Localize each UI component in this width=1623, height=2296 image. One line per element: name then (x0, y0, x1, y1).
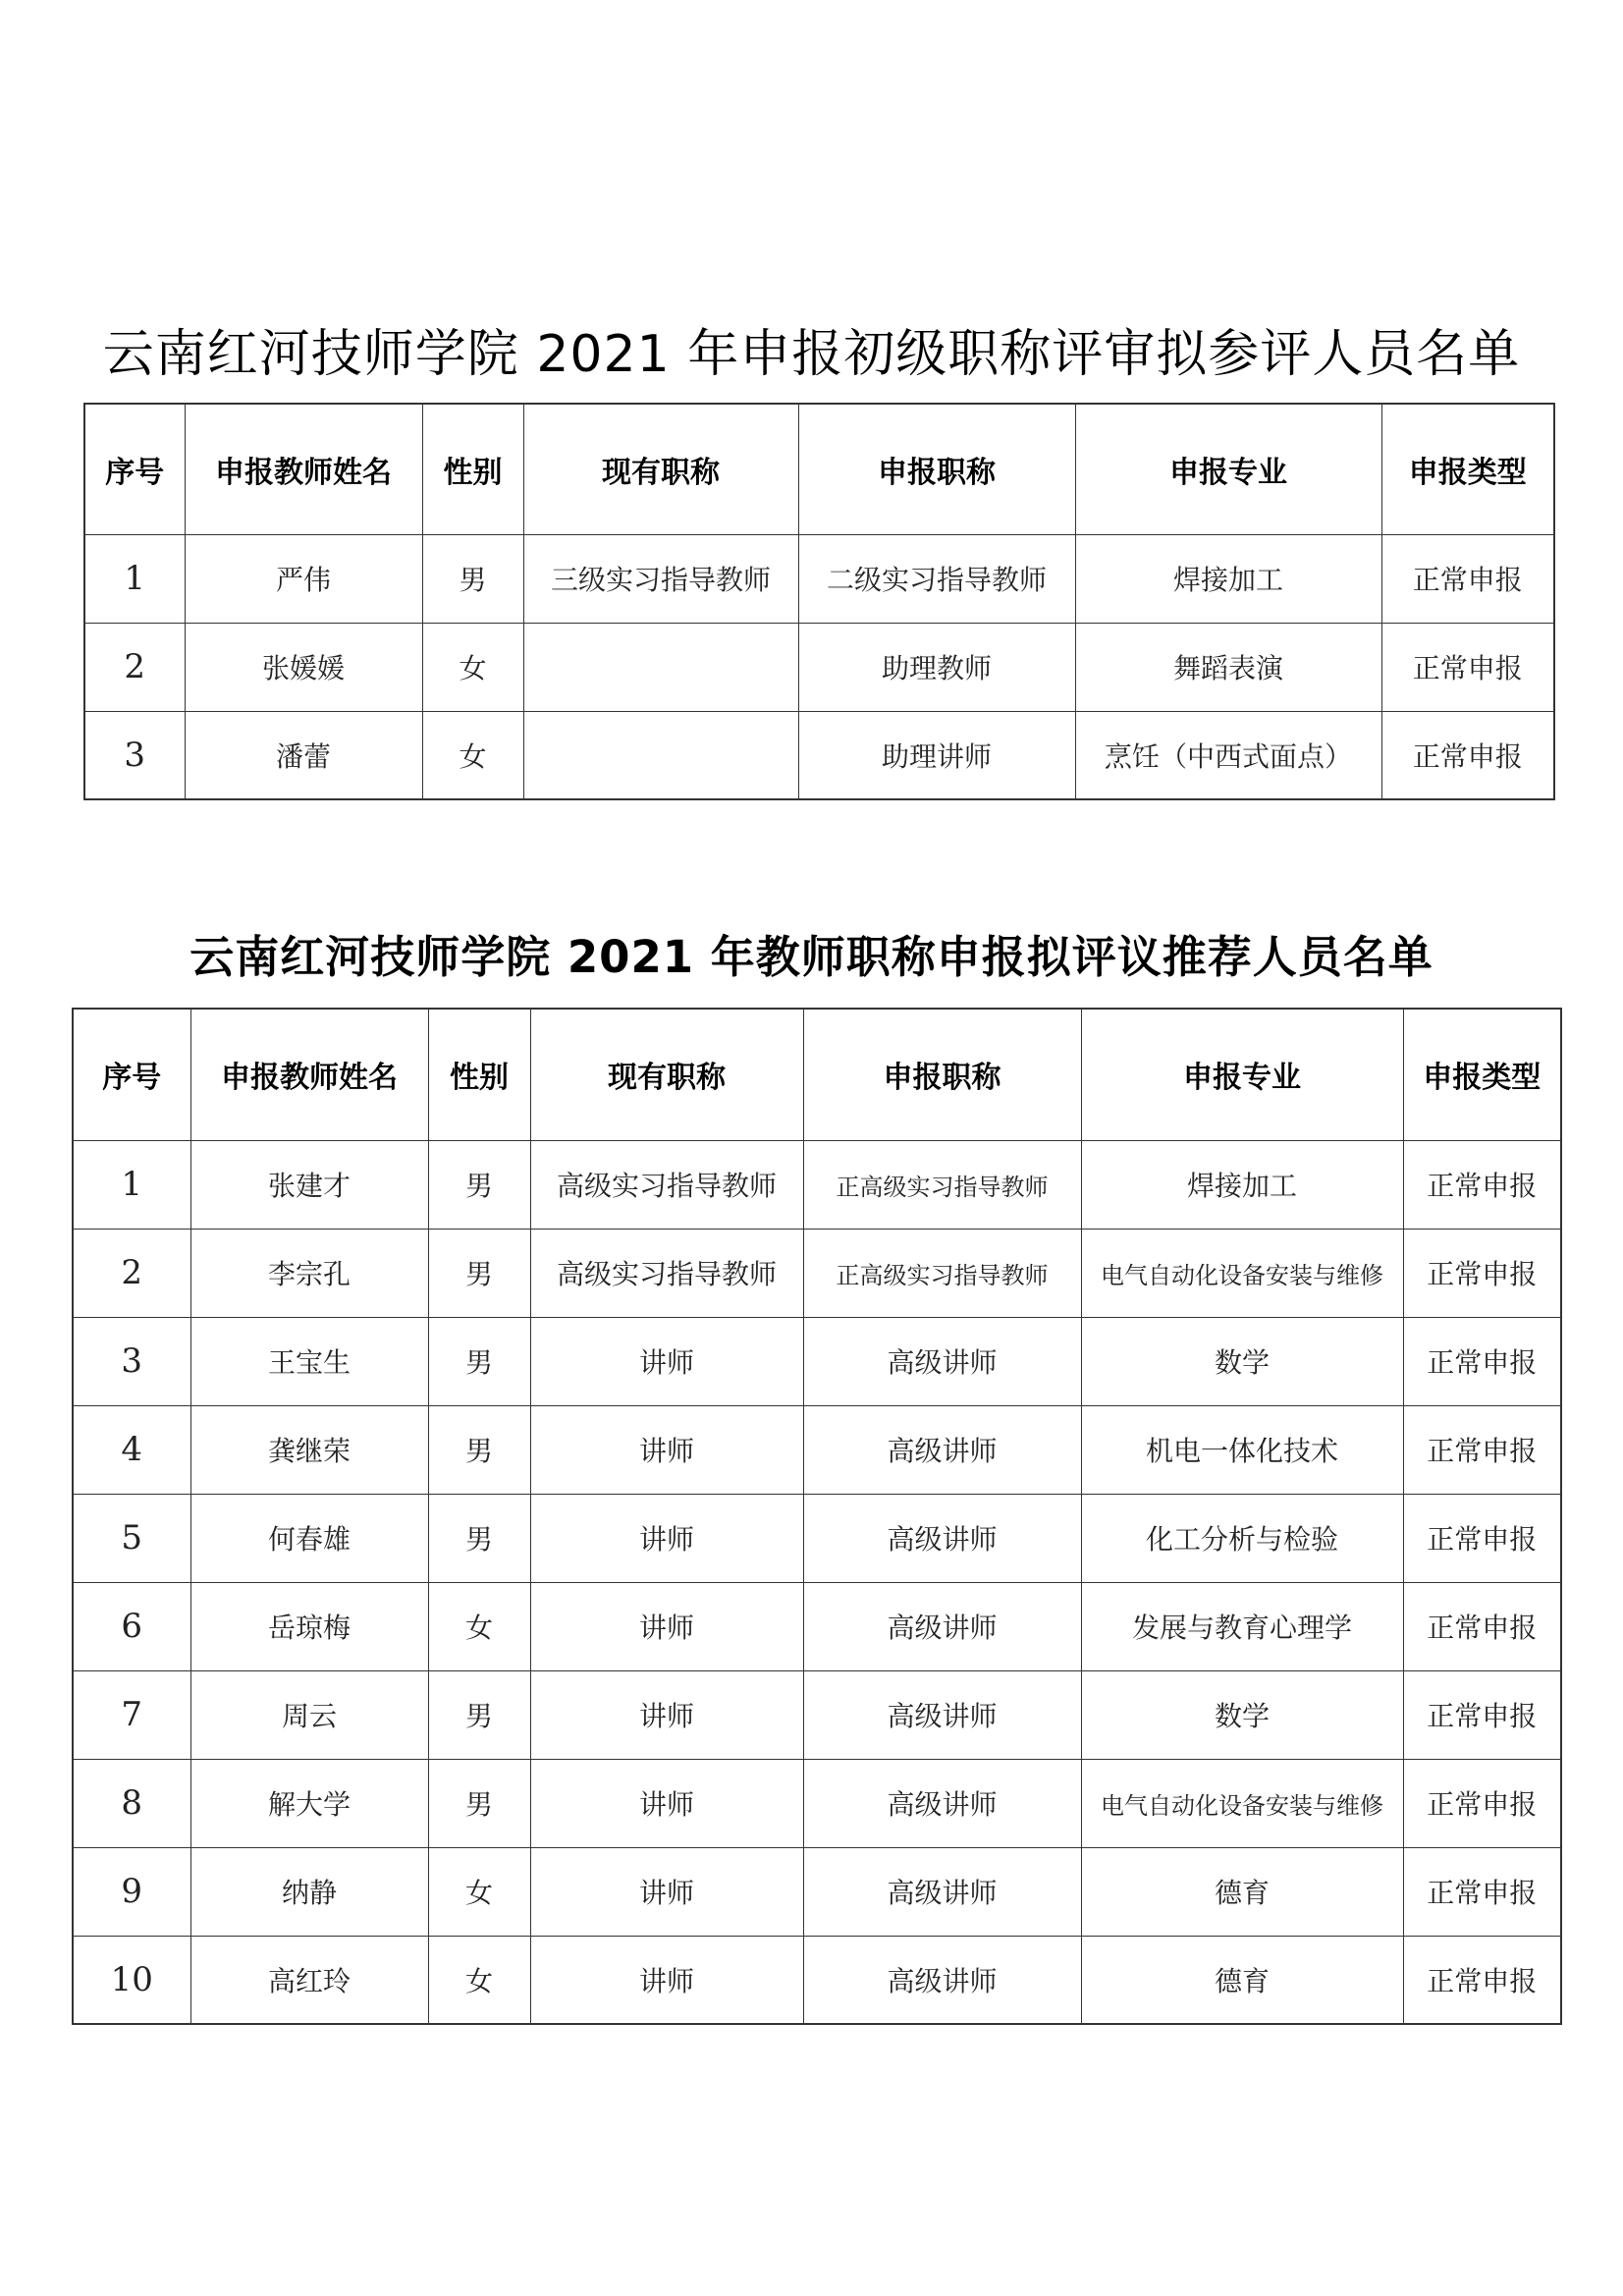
cell-gender: 男 (428, 1494, 530, 1582)
table-row (84, 711, 1554, 799)
cell-index: 1 (73, 1140, 190, 1229)
cell-gender: 女 (428, 1582, 530, 1670)
header-major: 申报专业 (1075, 404, 1381, 534)
cell-gender: 男 (422, 534, 523, 623)
cell-applied-title: 高级讲师 (803, 1582, 1081, 1670)
cell-gender: 女 (422, 711, 523, 799)
cell-current-title: 高级实习指导教师 (530, 1140, 803, 1229)
cell-current-title: 高级实习指导教师 (530, 1229, 803, 1317)
header-current-title: 现有职称 (523, 404, 798, 534)
cell-current-title: 讲师 (530, 1670, 803, 1759)
initial-title-applicants-table (83, 403, 1555, 800)
table-header-row (84, 404, 1554, 534)
cell-application-type: 正常申报 (1403, 1494, 1561, 1582)
cell-gender: 男 (428, 1317, 530, 1405)
cell-gender: 男 (428, 1405, 530, 1494)
cell-application-type: 正常申报 (1403, 1140, 1561, 1229)
table-row (73, 1847, 1561, 1936)
cell-index: 8 (73, 1759, 190, 1847)
page-title-recommended-titles: 云南红河技师学院 2021 年教师职称申报拟评议推荐人员名单 (189, 931, 1434, 983)
cell-gender: 女 (428, 1847, 530, 1936)
cell-major: 焊接加工 (1081, 1140, 1403, 1229)
header-application-type: 申报类型 (1403, 1009, 1561, 1140)
cell-current-title: 讲师 (530, 1317, 803, 1405)
cell-teacher-name: 岳琼梅 (190, 1582, 428, 1670)
cell-teacher-name: 解大学 (190, 1759, 428, 1847)
cell-major: 机电一体化技术 (1081, 1405, 1403, 1494)
cell-teacher-name: 潘蕾 (185, 711, 422, 799)
header-teacher-name: 申报教师姓名 (185, 404, 422, 534)
header-current-title: 现有职称 (530, 1009, 803, 1140)
cell-teacher-name: 周云 (190, 1670, 428, 1759)
cell-applied-title: 高级讲师 (803, 1670, 1081, 1759)
cell-teacher-name: 何春雄 (190, 1494, 428, 1582)
cell-current-title: 讲师 (530, 1405, 803, 1494)
cell-gender: 女 (428, 1936, 530, 2024)
cell-teacher-name: 王宝生 (190, 1317, 428, 1405)
cell-major: 德育 (1081, 1936, 1403, 2024)
cell-applied-title: 高级讲师 (803, 1405, 1081, 1494)
cell-gender: 男 (428, 1759, 530, 1847)
cell-major: 数学 (1081, 1670, 1403, 1759)
cell-index: 6 (73, 1582, 190, 1670)
cell-current-title: 讲师 (530, 1936, 803, 2024)
cell-major: 数学 (1081, 1317, 1403, 1405)
cell-current-title (523, 711, 798, 799)
cell-major: 德育 (1081, 1847, 1403, 1936)
table-row (73, 1582, 1561, 1670)
cell-current-title (523, 623, 798, 711)
cell-current-title: 讲师 (530, 1759, 803, 1847)
cell-major: 电气自动化设备安装与维修 (1081, 1229, 1403, 1317)
table-row (73, 1494, 1561, 1582)
table-row (73, 1936, 1561, 2024)
table-row (73, 1229, 1561, 1317)
cell-application-type: 正常申报 (1403, 1759, 1561, 1847)
cell-gender: 男 (428, 1140, 530, 1229)
cell-index: 2 (73, 1229, 190, 1317)
cell-teacher-name: 严伟 (185, 534, 422, 623)
cell-index: 3 (73, 1317, 190, 1405)
header-index: 序号 (73, 1009, 190, 1140)
cell-index: 4 (73, 1405, 190, 1494)
cell-gender: 女 (422, 623, 523, 711)
cell-applied-title: 高级讲师 (803, 1847, 1081, 1936)
cell-gender: 男 (428, 1229, 530, 1317)
cell-teacher-name: 李宗孔 (190, 1229, 428, 1317)
header-index: 序号 (84, 404, 185, 534)
cell-current-title: 讲师 (530, 1847, 803, 1936)
header-gender: 性别 (428, 1009, 530, 1140)
cell-major: 发展与教育心理学 (1081, 1582, 1403, 1670)
cell-teacher-name: 高红玲 (190, 1936, 428, 2024)
cell-application-type: 正常申报 (1403, 1582, 1561, 1670)
cell-index: 1 (84, 534, 185, 623)
cell-application-type: 正常申报 (1403, 1936, 1561, 2024)
cell-index: 3 (84, 711, 185, 799)
header-gender: 性别 (422, 404, 523, 534)
cell-applied-title: 高级讲师 (803, 1494, 1081, 1582)
cell-applied-title: 二级实习指导教师 (798, 534, 1075, 623)
page-title-initial-titles: 云南红河技师学院 2021 年申报初级职称评审拟参评人员名单 (102, 325, 1521, 384)
cell-teacher-name: 龚继荣 (190, 1405, 428, 1494)
recommended-applicants-table (72, 1008, 1562, 2025)
cell-major: 化工分析与检验 (1081, 1494, 1403, 1582)
cell-current-title: 讲师 (530, 1582, 803, 1670)
header-applied-title: 申报职称 (798, 404, 1075, 534)
cell-major: 烹饪（中西式面点） (1075, 711, 1381, 799)
cell-index: 10 (73, 1936, 190, 2024)
cell-gender: 男 (428, 1670, 530, 1759)
cell-index: 9 (73, 1847, 190, 1936)
cell-index: 5 (73, 1494, 190, 1582)
cell-applied-title: 高级讲师 (803, 1936, 1081, 2024)
cell-applied-title: 助理教师 (798, 623, 1075, 711)
cell-teacher-name: 张建才 (190, 1140, 428, 1229)
table-row (73, 1759, 1561, 1847)
header-teacher-name: 申报教师姓名 (190, 1009, 428, 1140)
cell-applied-title: 正高级实习指导教师 (803, 1229, 1081, 1317)
table-row (73, 1317, 1561, 1405)
cell-teacher-name: 张媛媛 (185, 623, 422, 711)
cell-application-type: 正常申报 (1381, 623, 1554, 711)
cell-major: 焊接加工 (1075, 534, 1381, 623)
cell-index: 7 (73, 1670, 190, 1759)
table-row (84, 623, 1554, 711)
cell-application-type: 正常申报 (1381, 534, 1554, 623)
cell-application-type: 正常申报 (1403, 1405, 1561, 1494)
cell-major: 电气自动化设备安装与维修 (1081, 1759, 1403, 1847)
cell-application-type: 正常申报 (1381, 711, 1554, 799)
cell-application-type: 正常申报 (1403, 1229, 1561, 1317)
header-application-type: 申报类型 (1381, 404, 1554, 534)
cell-current-title: 三级实习指导教师 (523, 534, 798, 623)
cell-index: 2 (84, 623, 185, 711)
cell-applied-title: 高级讲师 (803, 1317, 1081, 1405)
cell-application-type: 正常申报 (1403, 1670, 1561, 1759)
cell-application-type: 正常申报 (1403, 1317, 1561, 1405)
cell-teacher-name: 纳静 (190, 1847, 428, 1936)
table-row (73, 1670, 1561, 1759)
header-major: 申报专业 (1081, 1009, 1403, 1140)
cell-applied-title: 高级讲师 (803, 1759, 1081, 1847)
cell-current-title: 讲师 (530, 1494, 803, 1582)
header-applied-title: 申报职称 (803, 1009, 1081, 1140)
table-header-row (73, 1009, 1561, 1140)
cell-applied-title: 正高级实习指导教师 (803, 1140, 1081, 1229)
cell-application-type: 正常申报 (1403, 1847, 1561, 1936)
table-row (84, 534, 1554, 623)
table-row (73, 1140, 1561, 1229)
cell-major: 舞蹈表演 (1075, 623, 1381, 711)
cell-applied-title: 助理讲师 (798, 711, 1075, 799)
table-row (73, 1405, 1561, 1494)
